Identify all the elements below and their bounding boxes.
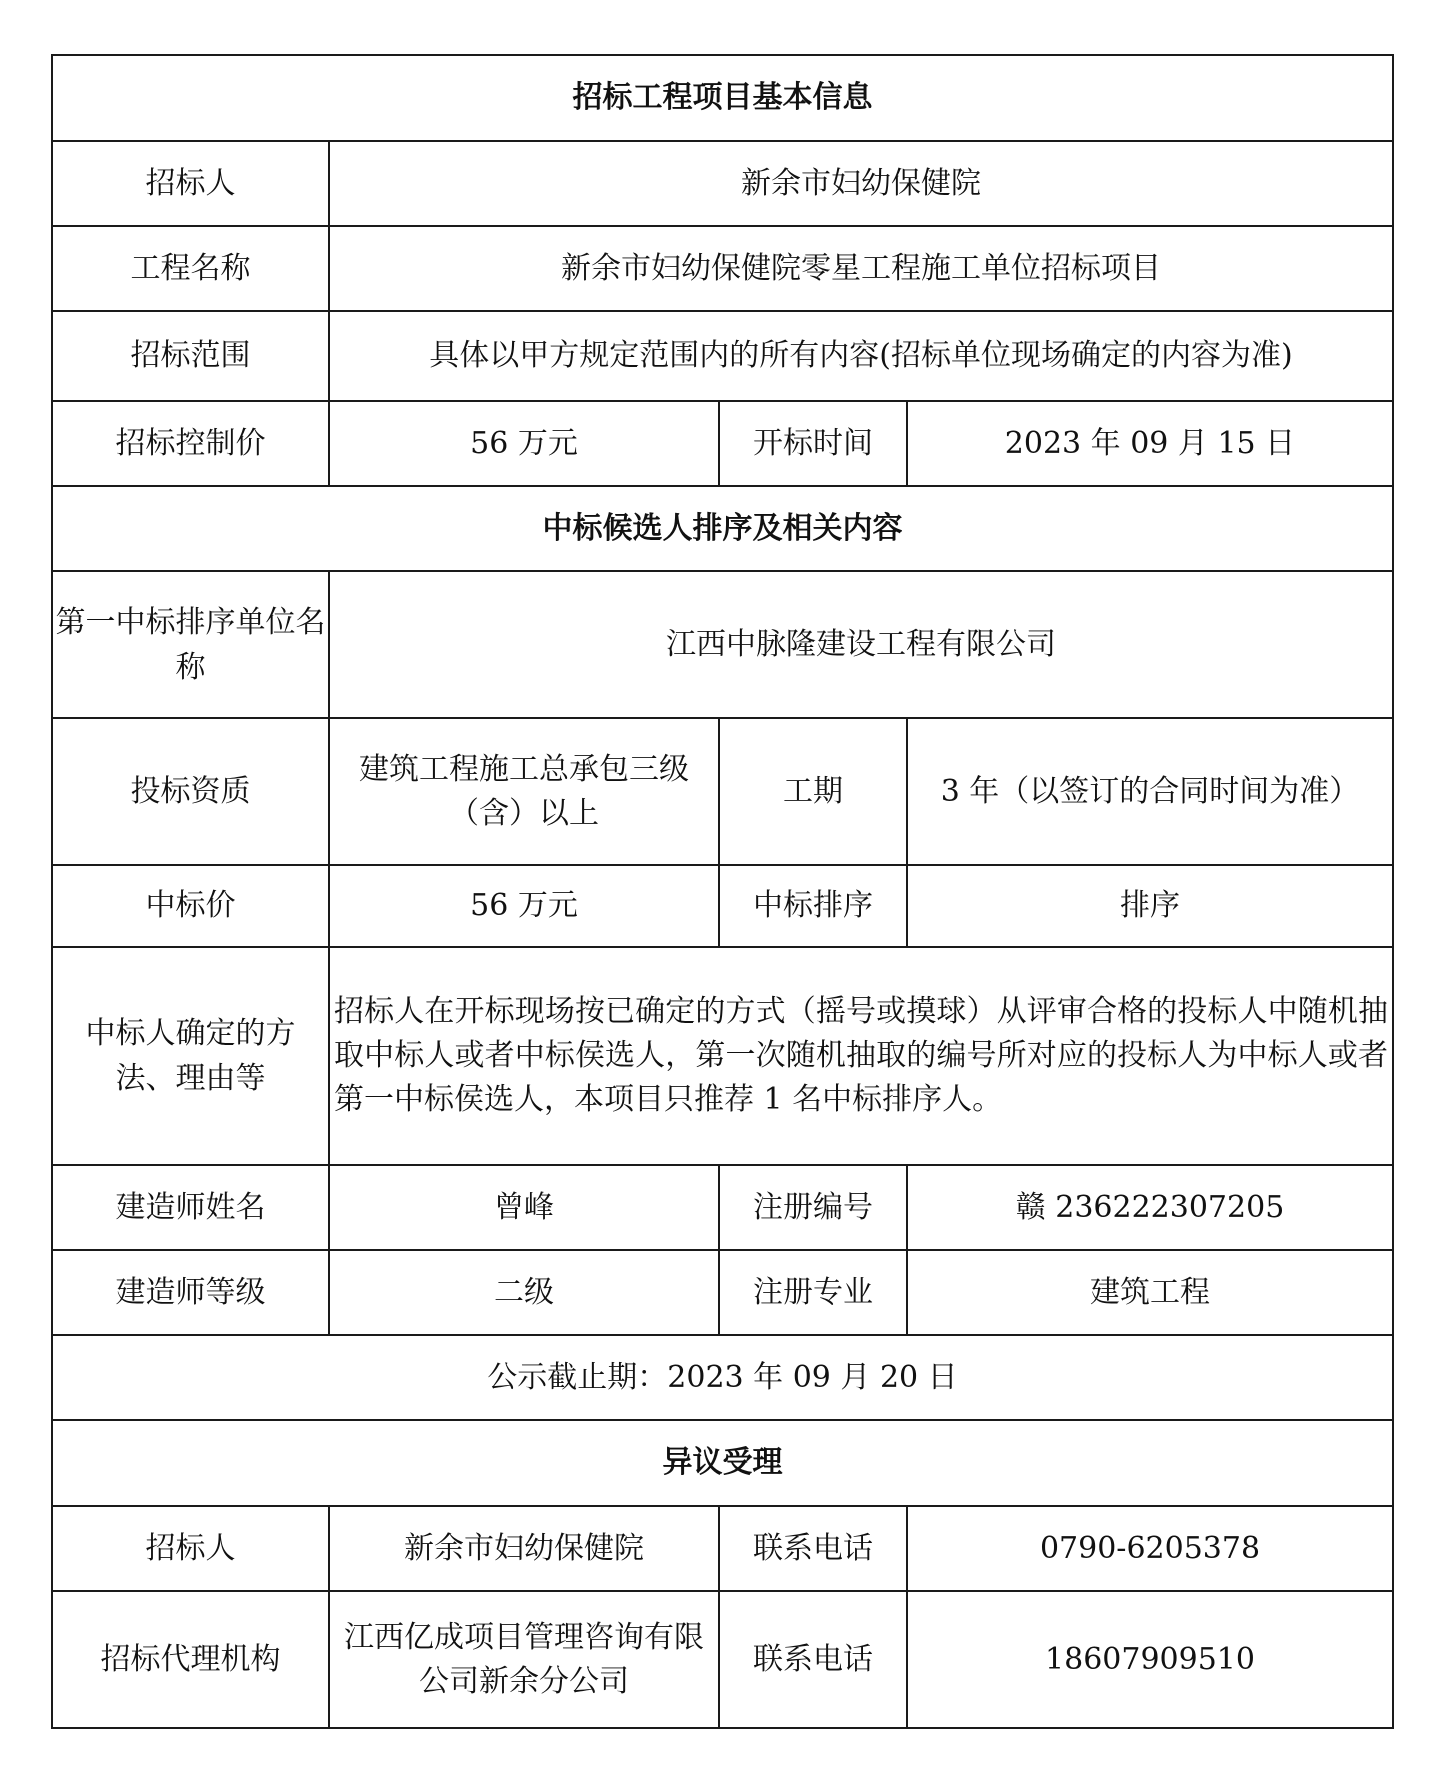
phone-label-1: 联系电话 bbox=[719, 1506, 907, 1591]
objection-tenderer-value: 新余市妇幼保健院 bbox=[329, 1506, 719, 1591]
scope-value: 具体以甲方规定范围内的所有内容(招标单位现场确定的内容为准) bbox=[329, 311, 1393, 401]
agency-value: 江西亿成项目管理咨询有限公司新余分公司 bbox=[329, 1591, 719, 1728]
row-first-unit bbox=[52, 571, 1393, 718]
row-objection-tenderer bbox=[52, 1506, 1393, 1591]
row-agency bbox=[52, 1591, 1393, 1728]
builder-level-value: 二级 bbox=[329, 1250, 719, 1335]
control-price-label: 招标控制价 bbox=[52, 401, 329, 486]
winning-price-value: 56 万元 bbox=[329, 865, 719, 947]
project-name-label: 工程名称 bbox=[52, 226, 329, 311]
agency-label: 招标代理机构 bbox=[52, 1591, 329, 1728]
period-label: 工期 bbox=[719, 718, 907, 865]
reg-no-label: 注册编号 bbox=[719, 1165, 907, 1250]
row-control-price bbox=[52, 401, 1393, 486]
ranking-value: 排序 bbox=[907, 865, 1393, 947]
phone-label-2: 联系电话 bbox=[719, 1591, 907, 1728]
first-unit-value: 江西中脉隆建设工程有限公司 bbox=[329, 571, 1393, 718]
method-value: 招标人在开标现场按已确定的方式（摇号或摸球）从评审合格的投标人中随机抽取中标人或者中标侯选人，第一次随机抽取的编号所对应的投标人为中标人或者第一中标侯选人，本项目只推荐 1 名中标排序人。 bbox=[329, 947, 1393, 1165]
project-name-value: 新余市妇幼保健院零星工程施工单位招标项目 bbox=[329, 226, 1393, 311]
phone-value-2: 18607909510 bbox=[907, 1591, 1393, 1728]
row-builder-name bbox=[52, 1165, 1393, 1250]
section-row-basic-info bbox=[52, 55, 1393, 141]
section-title-basic-info: 招标工程项目基本信息 bbox=[52, 55, 1393, 141]
reg-no-value: 赣 236222307205 bbox=[907, 1165, 1393, 1250]
objection-tenderer-label: 招标人 bbox=[52, 1506, 329, 1591]
section-title-objection: 异议受理 bbox=[52, 1420, 1393, 1506]
builder-level-label: 建造师等级 bbox=[52, 1250, 329, 1335]
qualification-value: 建筑工程施工总承包三级（含）以上 bbox=[329, 718, 719, 865]
builder-name-label: 建造师姓名 bbox=[52, 1165, 329, 1250]
row-winning-price bbox=[52, 865, 1393, 947]
winning-price-label: 中标价 bbox=[52, 865, 329, 947]
tender-info-table bbox=[51, 54, 1394, 1729]
builder-name-value: 曾峰 bbox=[329, 1165, 719, 1250]
phone-value-1: 0790-6205378 bbox=[907, 1506, 1393, 1591]
row-qualification bbox=[52, 718, 1393, 865]
control-price-value: 56 万元 bbox=[329, 401, 719, 486]
row-deadline bbox=[52, 1335, 1393, 1420]
section-title-candidate: 中标候选人排序及相关内容 bbox=[52, 486, 1393, 571]
opening-time-label: 开标时间 bbox=[719, 401, 907, 486]
section-row-objection bbox=[52, 1420, 1393, 1506]
method-label: 中标人确定的方法、理由等 bbox=[52, 947, 329, 1165]
tenderer-value: 新余市妇幼保健院 bbox=[329, 141, 1393, 226]
publicity-deadline: 公示截止期：2023 年 09 月 20 日 bbox=[52, 1335, 1393, 1420]
row-tenderer bbox=[52, 141, 1393, 226]
scope-label: 招标范围 bbox=[52, 311, 329, 401]
section-row-candidate bbox=[52, 486, 1393, 571]
reg-major-value: 建筑工程 bbox=[907, 1250, 1393, 1335]
row-scope bbox=[52, 311, 1393, 401]
row-method bbox=[52, 947, 1393, 1165]
tenderer-label: 招标人 bbox=[52, 141, 329, 226]
qualification-label: 投标资质 bbox=[52, 718, 329, 865]
first-unit-label: 第一中标排序单位名称 bbox=[52, 571, 329, 718]
opening-time-value: 2023 年 09 月 15 日 bbox=[907, 401, 1393, 486]
row-project-name bbox=[52, 226, 1393, 311]
reg-major-label: 注册专业 bbox=[719, 1250, 907, 1335]
ranking-label: 中标排序 bbox=[719, 865, 907, 947]
period-value: 3 年（以签订的合同时间为准） bbox=[907, 718, 1393, 865]
row-builder-level bbox=[52, 1250, 1393, 1335]
